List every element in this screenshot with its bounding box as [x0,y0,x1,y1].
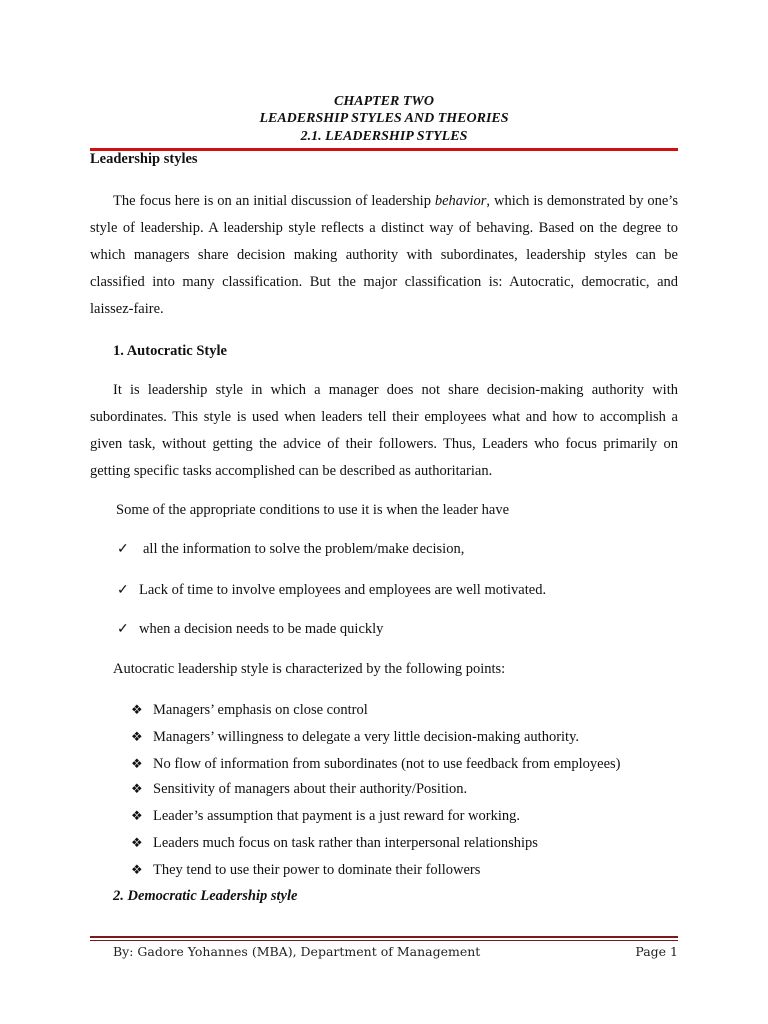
diamond-bullet-icon: ❖ [131,702,143,717]
characteristic-text: Leader’s assumption that payment is a just reward for working. [153,808,520,824]
intro-text-end: , which is demonstrated by one’s style of leadership. A leadership style reflects a distinct way of behaving. Based on the degree to which managers share decision making authority with subordinates, leadership styles can be classified into many classification. But the major classification is: Autocratic, democratic, and laissez-faire. [90,193,678,317]
condition-item [117,536,464,563]
conditions-intro: Some of the appropriate conditions to use it is when the leader have [116,502,510,518]
diamond-bullet-icon: ❖ [131,808,143,823]
characteristic-item [131,750,621,778]
condition-text: all the information to solve the problem/make decision, [143,541,465,557]
chapter-number: CHAPTER TWO [334,94,434,109]
section-title: Leadership styles [90,151,198,167]
condition-text: Lack of time to involve employees and employees are well motivated. [139,582,547,598]
characteristic-text: Sensitivity of managers about their authority/Position. [153,781,468,797]
characteristic-item [131,775,467,803]
checkmark-icon: ✓ [117,583,129,598]
checkmark-icon: ✓ [117,542,129,557]
page-number: Page 1 [635,944,678,959]
intro-italic-term: behavior [434,193,487,209]
footer-author: By: Gadore Yohannes (MBA), Department of Management [113,944,481,959]
intro-text-start: The focus here is on an initial discussion of leadership [113,193,435,209]
diamond-bullet-icon: ❖ [131,862,143,877]
chapter-title: LEADERSHIP STYLES AND THEORIES [259,111,509,126]
points-intro: Autocratic leadership style is characterized by the following points: [113,661,506,677]
diamond-bullet-icon: ❖ [131,729,143,744]
characteristic-text: No flow of information from subordinates (not to use feedback from employees) [153,756,621,772]
characteristic-item [131,829,538,857]
condition-item [117,616,383,643]
footer-rule-thin [90,940,678,941]
characteristic-item [131,723,579,751]
characteristic-item [131,856,480,884]
diamond-bullet-icon: ❖ [131,756,143,771]
characteristic-item [131,696,368,724]
footer-rule [90,936,678,938]
autocratic-paragraph: It is leadership style in which a manager does not share decision-making authority with subordinates. This style is used when leaders tell their employees what and how to accomplish a given task, without getting the advice of their followers. Thus, Leaders who focus primarily on getting specific tasks accomplished can be described as authoritarian. [90,382,678,479]
characteristic-text: Managers’ willingness to delegate a very little decision-making authority. [153,729,580,745]
democratic-heading: 2. Democratic Leadership style [113,888,298,904]
characteristic-text: Leaders much focus on task rather than interpersonal relationships [153,835,538,851]
condition-item [117,577,546,604]
diamond-bullet-icon: ❖ [131,835,143,850]
condition-text: when a decision needs to be made quickly [139,621,384,637]
characteristic-item [131,802,520,830]
intro-paragraph [90,188,678,323]
section-number-title: 2.1. LEADERSHIP STYLES [300,129,468,144]
characteristic-text: Managers’ emphasis on close control [153,702,368,718]
diamond-bullet-icon: ❖ [131,781,143,796]
autocratic-heading: 1. Autocratic Style [113,343,227,359]
characteristic-text: They tend to use their power to dominate their followers [153,862,481,878]
checkmark-icon: ✓ [117,622,129,637]
